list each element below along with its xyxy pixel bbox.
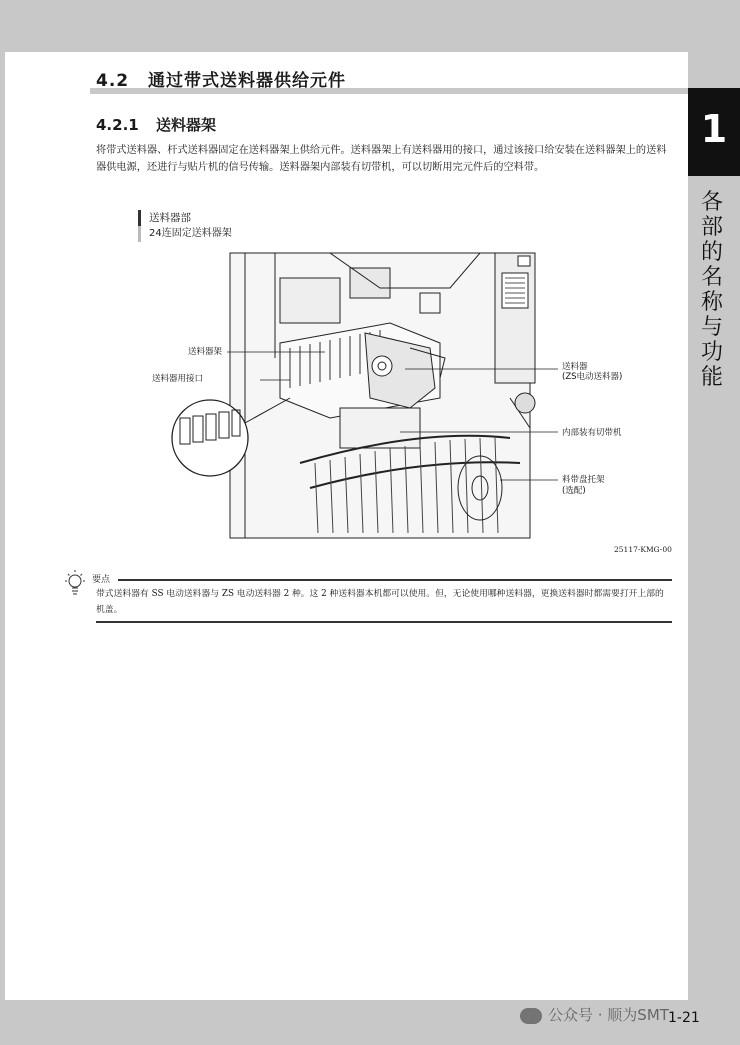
tip-bottom-rule <box>96 621 672 623</box>
figure-id: 25117-KMG-00 <box>614 545 672 554</box>
chapter-number: 1 <box>700 107 728 151</box>
subsection-number: 4.2.1 <box>96 116 139 134</box>
page-number: 1-21 <box>668 1010 700 1026</box>
label-feeder-rack: 送料器架 <box>188 347 223 357</box>
figure-caption-subtitle: 24连固定送料器架 <box>138 226 232 242</box>
subsection-title: 送料器架 <box>156 116 217 134</box>
label-feeder: 送料器 <box>562 362 588 372</box>
section-title: 通过带式送料器供给元件 <box>148 71 346 91</box>
tip-heading: 要点 <box>92 575 111 585</box>
tip-top-rule <box>118 579 672 581</box>
label-feeder-port: 送料器用接口 <box>152 374 204 384</box>
section-heading <box>96 66 346 91</box>
figure-caption-title: 送料器部 <box>149 212 191 224</box>
wechat-icon <box>520 1008 542 1024</box>
subsection-heading <box>96 114 216 135</box>
label-reel-holder: 料带盘托架 <box>562 475 605 485</box>
label-reel-holder-sub: (选配) <box>562 486 586 496</box>
label-feeder-sub: (ZS电动送料器) <box>562 372 623 382</box>
top-band <box>0 0 740 52</box>
section-number: 4.2 <box>96 71 130 91</box>
body-paragraph: 将带式送料器、杆式送料器固定在送料器架上供给元件。送料器架上有送料器用的接口，通过该接口给安装在送料器架上的送料器供电源，还进行与贴片机的信号传输。送料器架内部装有切带机，可以切断用完元件后的空料带。 <box>96 145 667 173</box>
left-band <box>0 52 5 1045</box>
lightbulb-icon <box>62 569 88 599</box>
watermark-text: 公众号 · 顺为SMT <box>548 1006 669 1024</box>
figure-caption <box>138 210 232 242</box>
tip-text: 带式送料器有 SS 电动送料器与 ZS 电动送料器 2 种。这 2 种送料器本机都可以使用。但，无论使用哪种送料器，更换送料器时都需要打开上部的机盖。 <box>96 589 664 615</box>
watermark <box>520 1004 669 1025</box>
feeder-rack-illustration <box>150 248 670 548</box>
label-cutter: 内部装有切带机 <box>562 428 622 438</box>
chapter-title: 各部的名称与功能 <box>700 190 723 390</box>
